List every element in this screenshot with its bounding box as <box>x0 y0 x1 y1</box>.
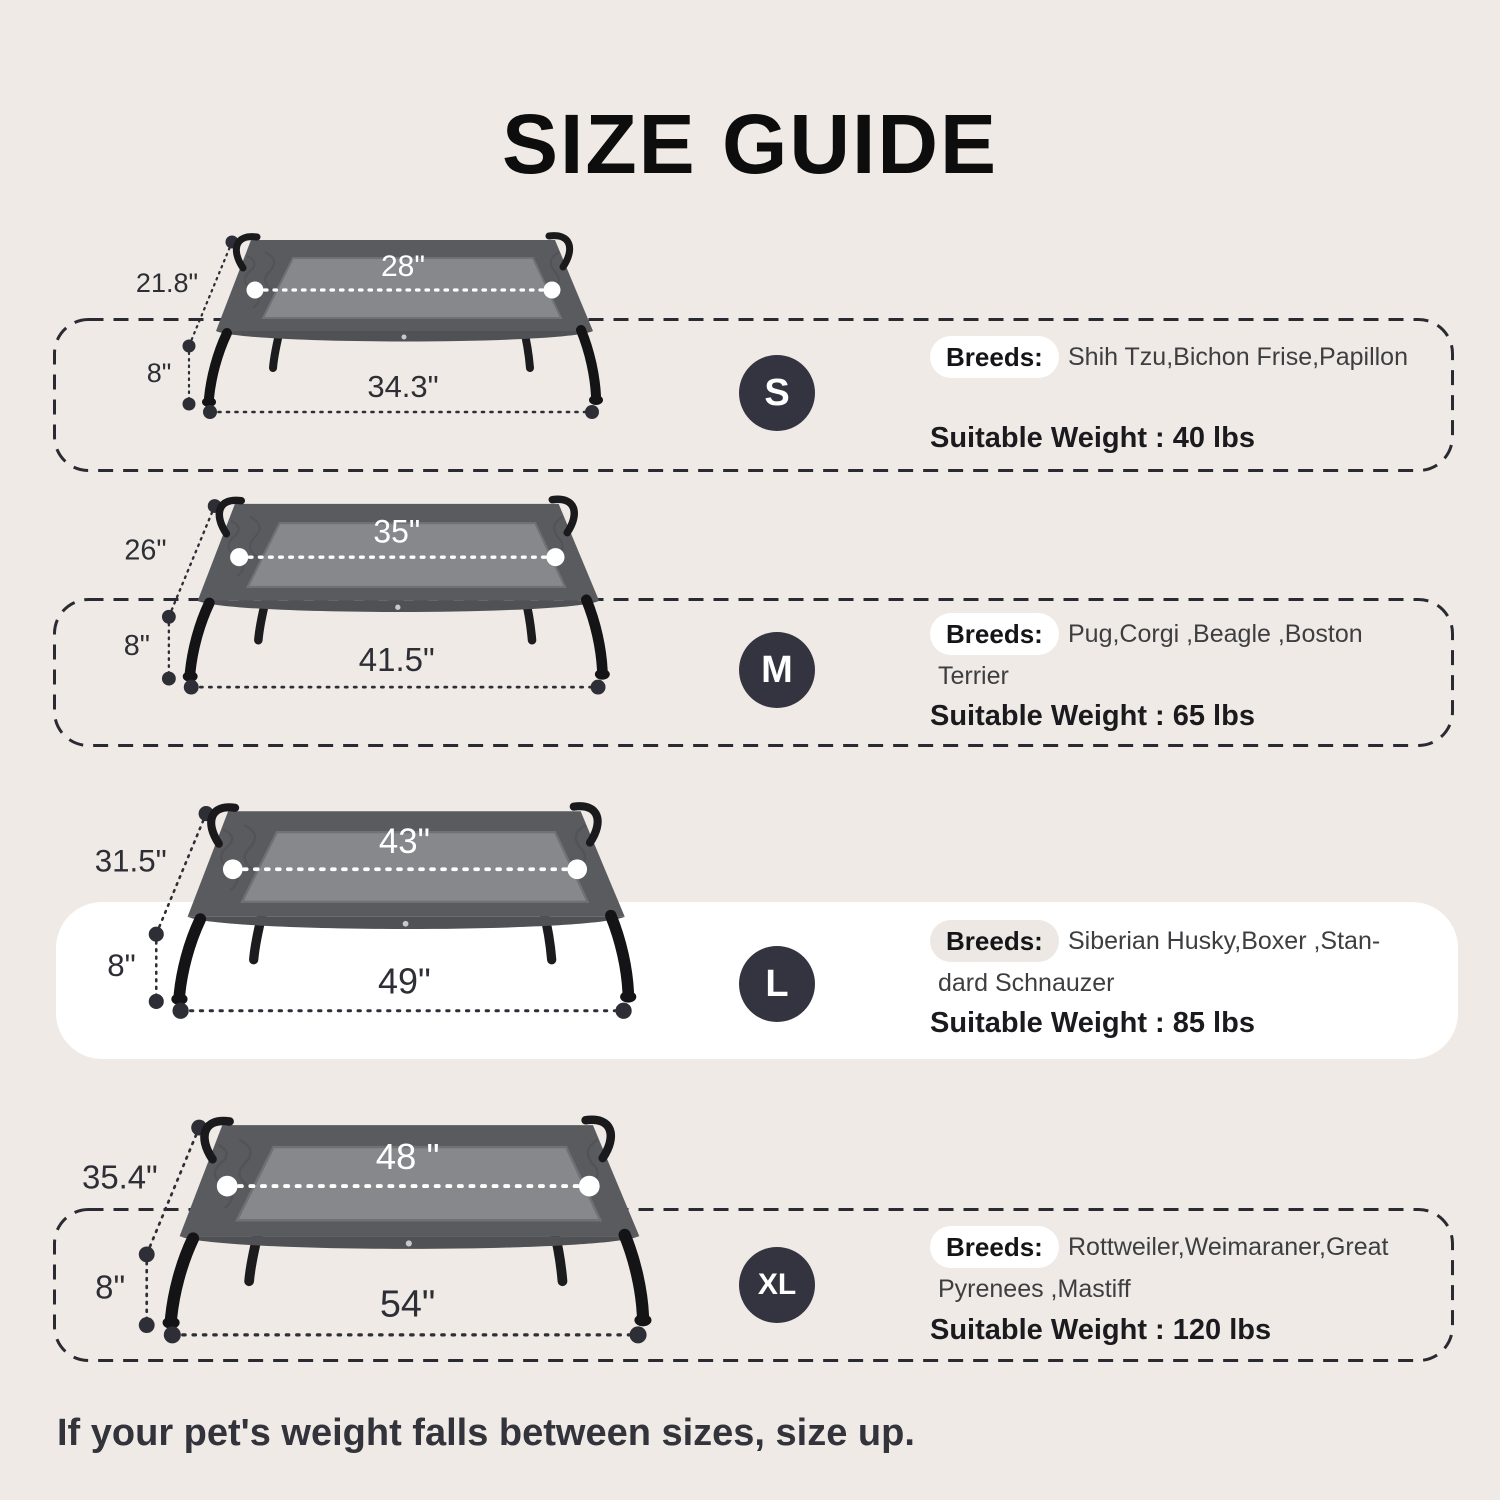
bed-diagram-l <box>89 795 692 1027</box>
suitable-weight: Suitable Weight : 40 lbs <box>930 421 1255 454</box>
length-label: 41.5" <box>358 641 435 679</box>
bed-diagram-m <box>107 489 661 702</box>
height-label: 8" <box>146 358 172 388</box>
page-title: SIZE GUIDE <box>501 97 999 191</box>
breeds-list: Siberian Husky,Boxer ,Stan- <box>1068 926 1381 955</box>
breeds-list-continued: dard Schnauzer <box>938 968 1115 997</box>
suitable-weight: Suitable Weight : 85 lbs <box>930 1006 1255 1039</box>
top-width-label: 35" <box>373 513 421 550</box>
height-label: 8" <box>123 630 151 663</box>
breeds-list: Shih Tzu,Bichon Frise,Papillon <box>1068 342 1408 371</box>
suitable-weight: Suitable Weight : 120 lbs <box>930 1313 1272 1346</box>
length-label: 34.3" <box>367 369 439 404</box>
breeds-list-continued: Terrier <box>938 661 1009 690</box>
sizing-note: If your pet's weight falls between sizes, size up. <box>57 1412 915 1454</box>
breeds-list: Rottweiler,Weimaraner,Great <box>1068 1232 1389 1261</box>
breeds-list: Pug,Corgi ,Beagle ,Boston <box>1068 619 1363 648</box>
breeds-label: Breeds: <box>930 613 1059 655</box>
depth-label: 35.4" <box>82 1158 158 1196</box>
length-label: 54" <box>379 1283 436 1326</box>
suitable-weight: Suitable Weight : 65 lbs <box>930 699 1255 732</box>
bed-diagram-xl <box>76 1108 710 1352</box>
size-badge-l: L <box>739 946 815 1022</box>
breeds-list-continued: Pyrenees ,Mastiff <box>938 1274 1131 1303</box>
size-badge-xl: XL <box>739 1247 815 1323</box>
bed-diagram-s <box>131 226 651 426</box>
size-badge-m: M <box>739 632 815 708</box>
breeds-label: Breeds: <box>930 920 1059 962</box>
size-badge-s: S <box>739 355 815 431</box>
depth-label: 21.8" <box>135 268 199 298</box>
length-label: 49" <box>378 960 431 1002</box>
top-width-label: 48 " <box>375 1136 440 1178</box>
height-label: 8" <box>95 1268 126 1306</box>
breeds-label: Breeds: <box>930 1226 1059 1268</box>
top-width-label: 28" <box>380 250 426 283</box>
depth-label: 31.5" <box>94 843 167 879</box>
breeds-label: Breeds: <box>930 336 1059 378</box>
top-width-label: 43" <box>378 823 430 862</box>
depth-label: 26" <box>124 534 167 567</box>
height-label: 8" <box>107 947 136 983</box>
